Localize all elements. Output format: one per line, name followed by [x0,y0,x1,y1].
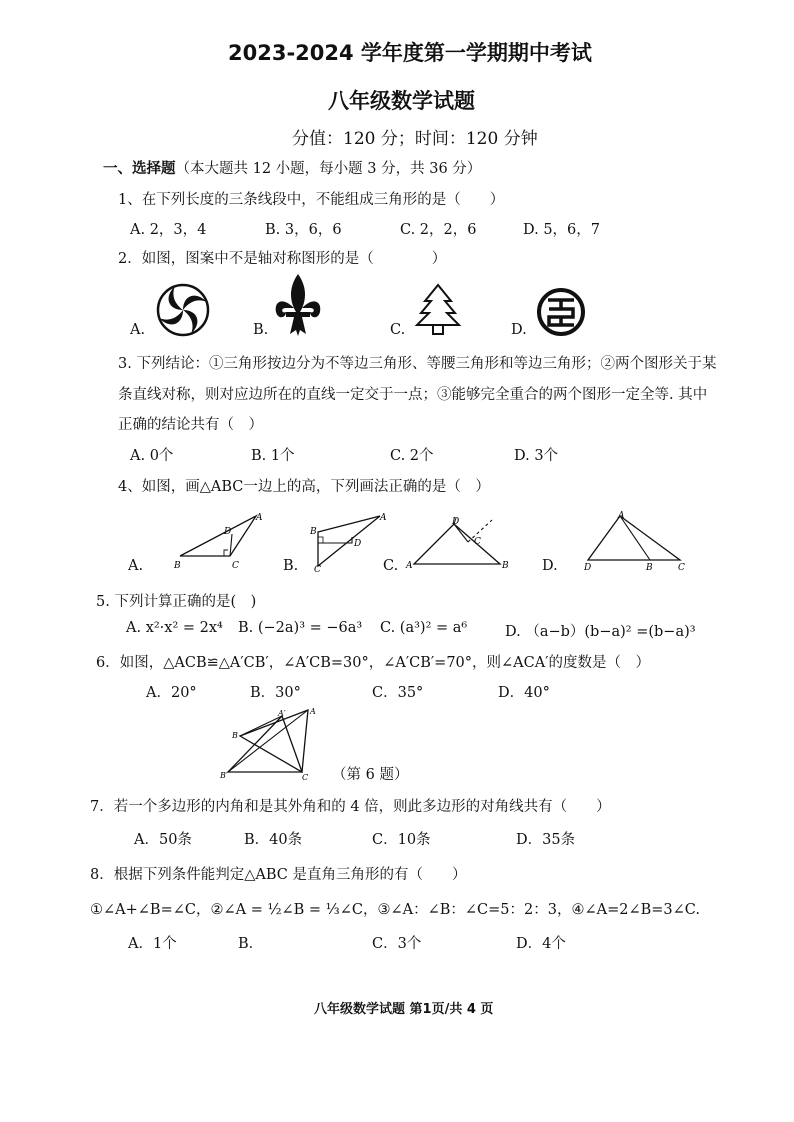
q1-option-d: D. 5，6，7 [523,222,601,238]
q3-option-c: C. 2个 [390,448,434,464]
q4a-label-c: C [232,561,239,571]
q4d-label-d: D [584,563,592,573]
q6-option-d: D．40° [498,685,550,701]
q8-conditions: ①∠A+∠B=∠C，②∠A = ½∠B = ⅓∠C，③∠A：∠B：∠C=5：2：3，④∠A=2∠B=3∠C. [90,902,700,918]
exam-title: 2023-2024 学年度第一学期期中考试 [228,41,592,65]
q4-figure-a [172,510,268,572]
q5-option-a: A. x²·x² = 2x⁴ [126,620,223,636]
q7-option-b: B．40条 [244,832,303,848]
q6-label-b-prime: B′ [220,771,228,780]
q6-option-b: B．30° [250,685,301,701]
q4c-label-a: A [406,561,413,571]
q7-option-c: C．10条 [372,832,431,848]
q8-option-b: B． [238,936,264,952]
tree-figure-icon [413,283,463,335]
exam-subtitle: 八年级数学试题 [328,89,475,113]
q2-option-d: D. [511,322,527,338]
q4d-label-a: A [618,511,625,521]
q5-option-d: D. （a−b）(b−a)² =(b−a)³ [505,624,696,640]
q6-option-c: C．35° [372,685,424,701]
q4b-label-b: B [310,527,317,537]
q5-option-b: B. (−2a)³ = −6a³ [238,620,363,636]
q6-figure [218,706,328,782]
question-3-line-1: 3. 下列结论：①三角形按边分为不等边三角形、等腰三角形和等边三角形；②两个图形关于某 [118,356,717,372]
q7-option-a: A．50条 [134,832,192,848]
q7-option-d: D．35条 [516,832,576,848]
question-8: 8．根据下列条件能判定△ABC 是直角三角形的有（ ） [90,867,467,883]
q4b-label-d: D [354,539,362,549]
q4c-label-c: C [474,537,481,547]
q6-label-a-prime: A′ [278,709,286,718]
question-4: 4、如图，画△ABC一边上的高，下列画法正确的是（ ） [118,479,490,495]
q8-option-a: A．1个 [128,936,177,952]
q1-option-a: A. 2，3，4 [130,222,207,238]
fleur-de-lis-icon [272,272,324,338]
q4a-label-a: A [256,513,263,523]
q4d-label-c: C [678,563,685,573]
page-footer: 八年级数学试题 第1页/共 4 页 [314,1002,494,1017]
q4-option-d: D. [542,558,558,574]
question-1: 1、在下列长度的三条线段中，不能组成三角形的是（ ） [118,192,505,208]
q4-option-b: B. [283,558,299,574]
q4-option-c: C. [383,558,399,574]
q2-option-a: A. [130,322,146,338]
question-5: 5. 下列计算正确的是( ) [96,594,257,610]
q4-figure-b [310,510,390,574]
q6-label-b: B [232,731,238,740]
q4b-label-c: C [314,565,321,574]
question-6: 6．如图，△ACB≌△A′CB′，∠A′CB=30°，∠A′CB′=70°，则∠ACA′的度数是（ ） [96,655,651,671]
q8-option-d: D．4个 [516,936,566,952]
q4c-label-d: D [452,517,460,527]
section-note: （本大题共 12 小题，每小题 3 分，共 36 分） [175,161,482,177]
q2-option-b: B. [253,322,269,338]
question-2: 2．如图，图案中不是轴对称图形的是（ ） [118,251,447,267]
q3-option-b: B. 1个 [251,448,295,464]
q6-option-a: A．20° [146,685,197,701]
q6-label-a: A [310,707,316,716]
question-7: 7．若一个多边形的内角和是其外角和的 4 倍，则此多边形的对角线共有（ ） [90,799,611,815]
emblem-figure-icon [536,287,586,337]
q6-label-c: C [302,773,309,782]
q4d-label-b: B [646,563,653,573]
q5-option-c: C. (a³)² = a⁶ [380,620,468,636]
section-title: 一、选择题 [103,160,176,177]
q4b-label-a: A [380,513,387,523]
q3-option-d: D. 3个 [514,448,559,464]
q4c-label-b: B [502,561,509,571]
q4-option-a: A. [128,558,144,574]
question-3-line-3: 正确的结论共有（ ） [118,417,263,433]
q1-option-b: B. 3，6，6 [265,222,342,238]
q2-option-c: C. [390,322,406,338]
section-heading [103,157,481,178]
exam-meta: 分值：120 分；时间：120 分钟 [292,129,538,149]
q1-option-c: C. 2，2，6 [400,222,477,238]
q4-figure-d [580,508,690,574]
q3-option-a: A. 0个 [130,448,174,464]
swirl-figure-icon [155,282,211,338]
question-3-line-2: 条直线对称，则对应边所在的直线一定交于一点；③能够完全重合的两个图形一定全等. 其中 [118,387,708,403]
q6-caption: （第 6 题） [332,767,409,783]
q4a-label-d: D [224,527,232,537]
q8-option-c: C．3个 [372,936,422,952]
q4-figure-c [404,512,516,574]
q4a-label-b: B [174,561,181,571]
